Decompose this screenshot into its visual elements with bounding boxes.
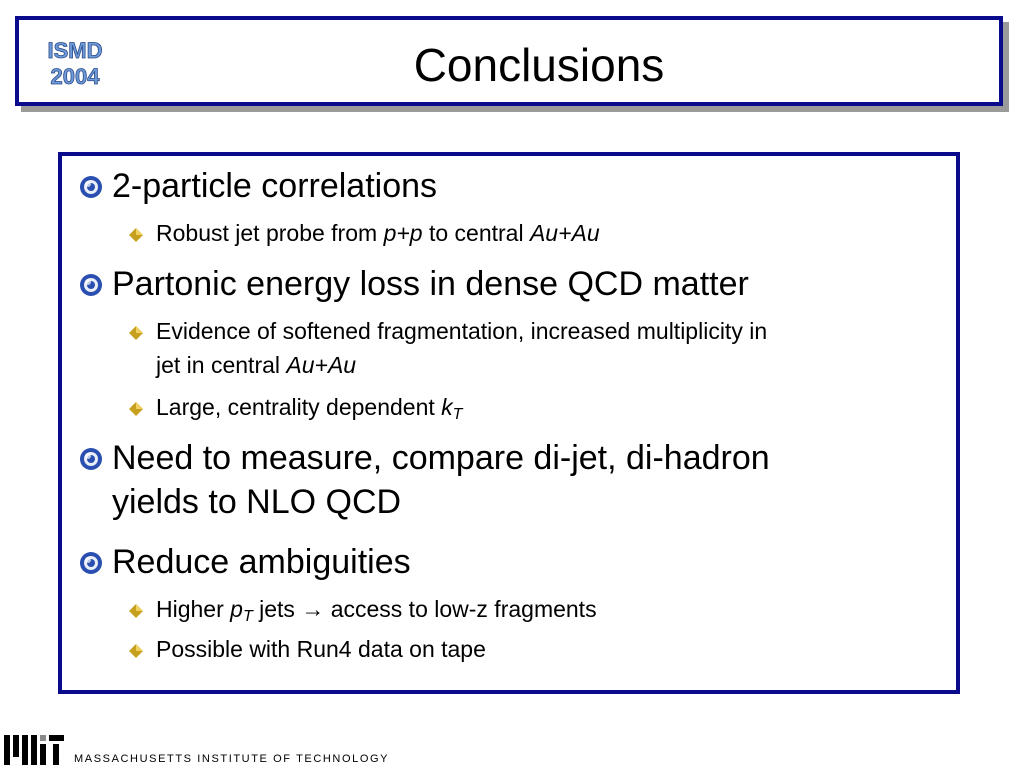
diamond-bullet-icon [128, 643, 144, 659]
sub-bullet-item [124, 216, 946, 250]
institution-name: MASSACHUSETTS INSTITUTE OF TECHNOLOGY [74, 753, 390, 765]
sub-text-italic: Au+Au [529, 220, 600, 246]
bullet-text: Partonic energy loss in dense QCD matter [112, 265, 749, 303]
sub-text: jet in central [156, 352, 287, 378]
diamond-bullet-icon [128, 227, 144, 243]
logo-line1: ISMD [47, 38, 103, 63]
swirl-bullet-icon [78, 446, 104, 472]
sub-text: Large, centrality dependent [156, 394, 442, 420]
swirl-bullet-icon [78, 550, 104, 576]
arrow-right-icon: → [301, 596, 325, 622]
slide-title: Conclusions [413, 39, 665, 91]
sub-text: Evidence of softened fragmentation, increased multiplicity in [156, 318, 768, 344]
sub-text: Higher [156, 596, 231, 622]
bullet-text: yields to NLO QCD [112, 483, 402, 521]
sub-bullet-item [124, 314, 946, 382]
swirl-bullet-icon [78, 272, 104, 298]
bullet-item [70, 540, 942, 584]
bullet-item [70, 436, 942, 524]
sub-text-italic: p [230, 596, 243, 622]
diamond-bullet-icon [128, 603, 144, 619]
diamond-bullet-icon [128, 401, 144, 417]
sub-text: to central [422, 220, 530, 246]
subscript: T [452, 406, 463, 423]
sub-bullet-item [124, 592, 946, 626]
sub-text: access to low-z fragments [324, 596, 597, 622]
bullet-text: 2-particle correlations [112, 167, 438, 205]
subscript: T [242, 608, 253, 625]
bullet-text: Reduce ambiguities [112, 543, 411, 581]
bullet-item [70, 262, 942, 306]
mit-logo [4, 731, 64, 765]
sub-text: Robust jet probe from [156, 220, 384, 246]
sub-bullet-item [124, 390, 946, 424]
logo-line2: 2004 [50, 64, 100, 89]
bullet-text: Need to measure, compare di-jet, di-hadron [112, 439, 770, 477]
sub-text: Possible with Run4 data on tape [156, 636, 486, 662]
sub-text-italic: k [441, 394, 453, 420]
title-box [15, 16, 1003, 106]
sub-bullet-item [124, 632, 946, 666]
sub-text: jets [252, 596, 302, 622]
diamond-bullet-icon [128, 325, 144, 341]
bullet-item [70, 164, 942, 208]
sub-text-italic: p+p [383, 220, 423, 246]
sub-text-italic: Au+Au [286, 352, 357, 378]
content-box [58, 152, 960, 694]
swirl-bullet-icon [78, 174, 104, 200]
